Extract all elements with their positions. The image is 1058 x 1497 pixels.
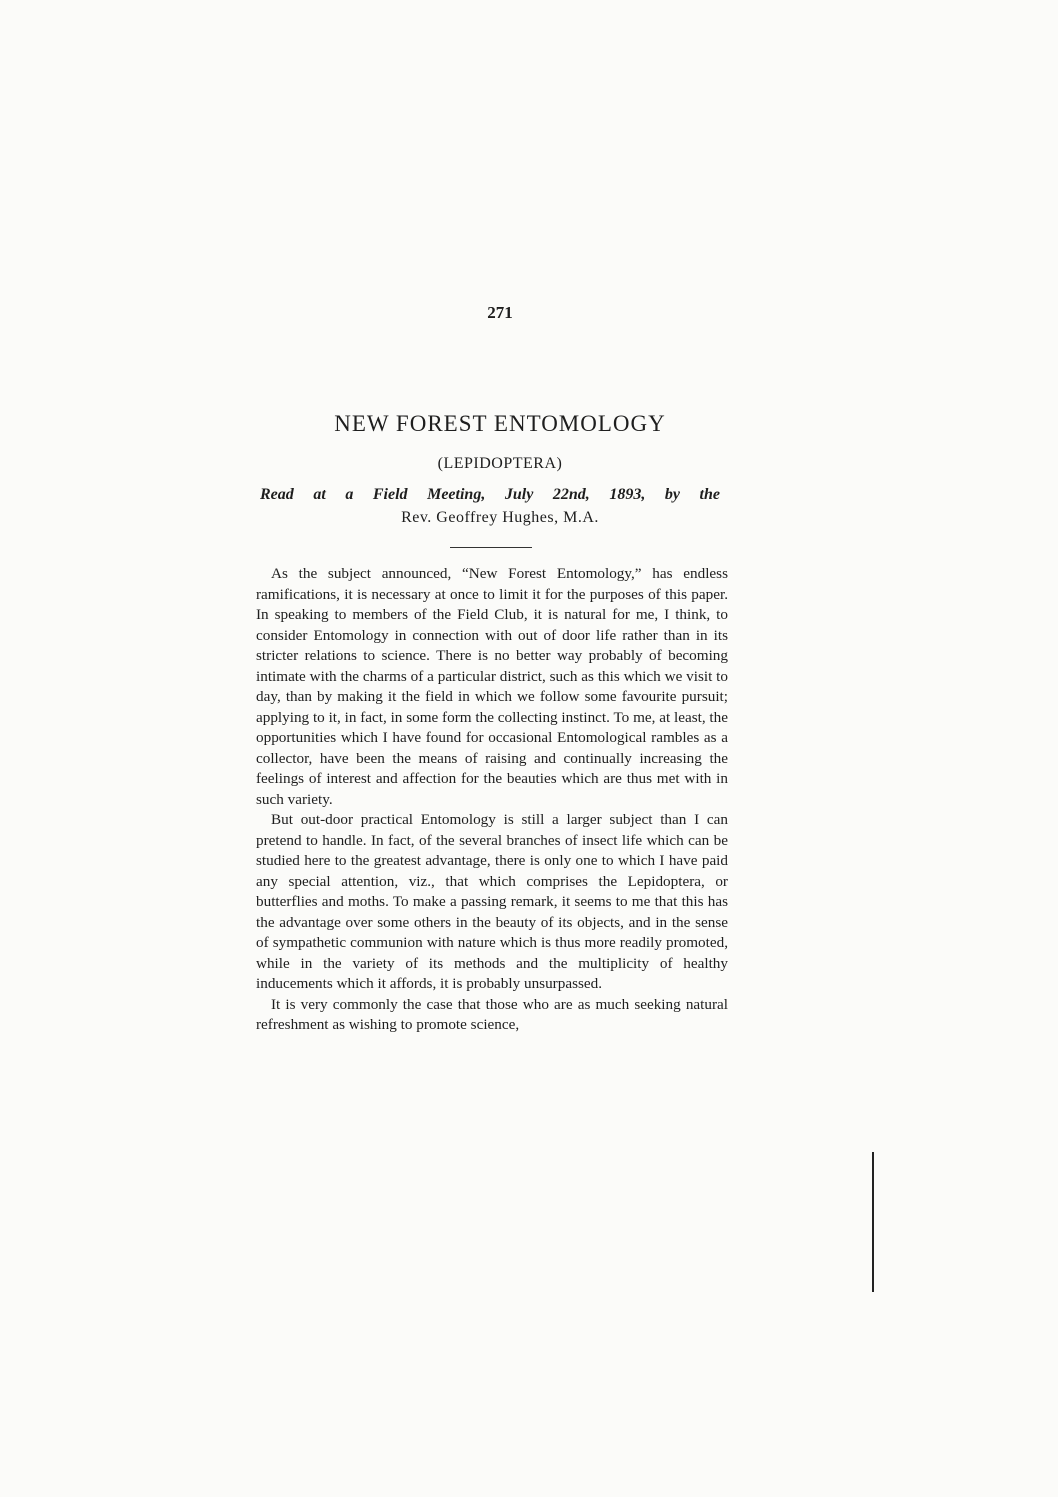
paragraph-1: As the subject announced, “New Forest Entomology,” has endless ramifications, it is necessary at once to limit it for the purposes of this paper. In speaking to members of the Field Club, it is natural for me, I think, to consider Entomology in connection with out of door life rather than in its stricter relations to science. There is no better way probably of becoming intimate with the charms of a particular district, such as this which we visit to day, than by making it the field in which we follow some favourite pursuit; applying to it, in fact, in some form the collecting instinct. To me, at least, the opportunities which I have found for occasional Entomological rambles as a collector, have been the means of raising and continually increasing the feelings of interest and affection for the beauties which are thus met with in such variety. [256, 565, 728, 808]
page-number: 271 [487, 303, 513, 322]
paragraph-3: It is very commonly the case that those who are as much seeking natural refreshment as wishing to promote science, [256, 995, 728, 1033]
paragraph-2: But out-door practical Entomology is still a larger subject than I can pretend to handle. In fact, of the several branches of insect life which can be studied here to the greatest advantage, there is only one to which I have paid any special attention, viz., that which comprises the Lepidoptera, or butterflies and moths. To make a passing remark, it seems to me that this has the advantage over some others in the beauty of its objects, and in the sense of sympathetic communion with nature which is thus more readily promoted, while in the variety of its methods and the multiplicity of healthy inducements which it affords, it is probably unsurpassed. [256, 811, 728, 992]
article-title: NEW FOREST ENTOMOLOGY [334, 411, 666, 436]
author-name: Rev. Geoffrey Hughes, M.A. [401, 509, 599, 526]
byline: Read at a Field Meeting, July 22nd, 1893, by the [260, 486, 720, 503]
article-body [256, 564, 728, 1036]
scan-margin-line [872, 1152, 874, 1292]
article-subtitle: (LEPIDOPTERA) [437, 455, 563, 472]
title-divider [450, 547, 532, 548]
